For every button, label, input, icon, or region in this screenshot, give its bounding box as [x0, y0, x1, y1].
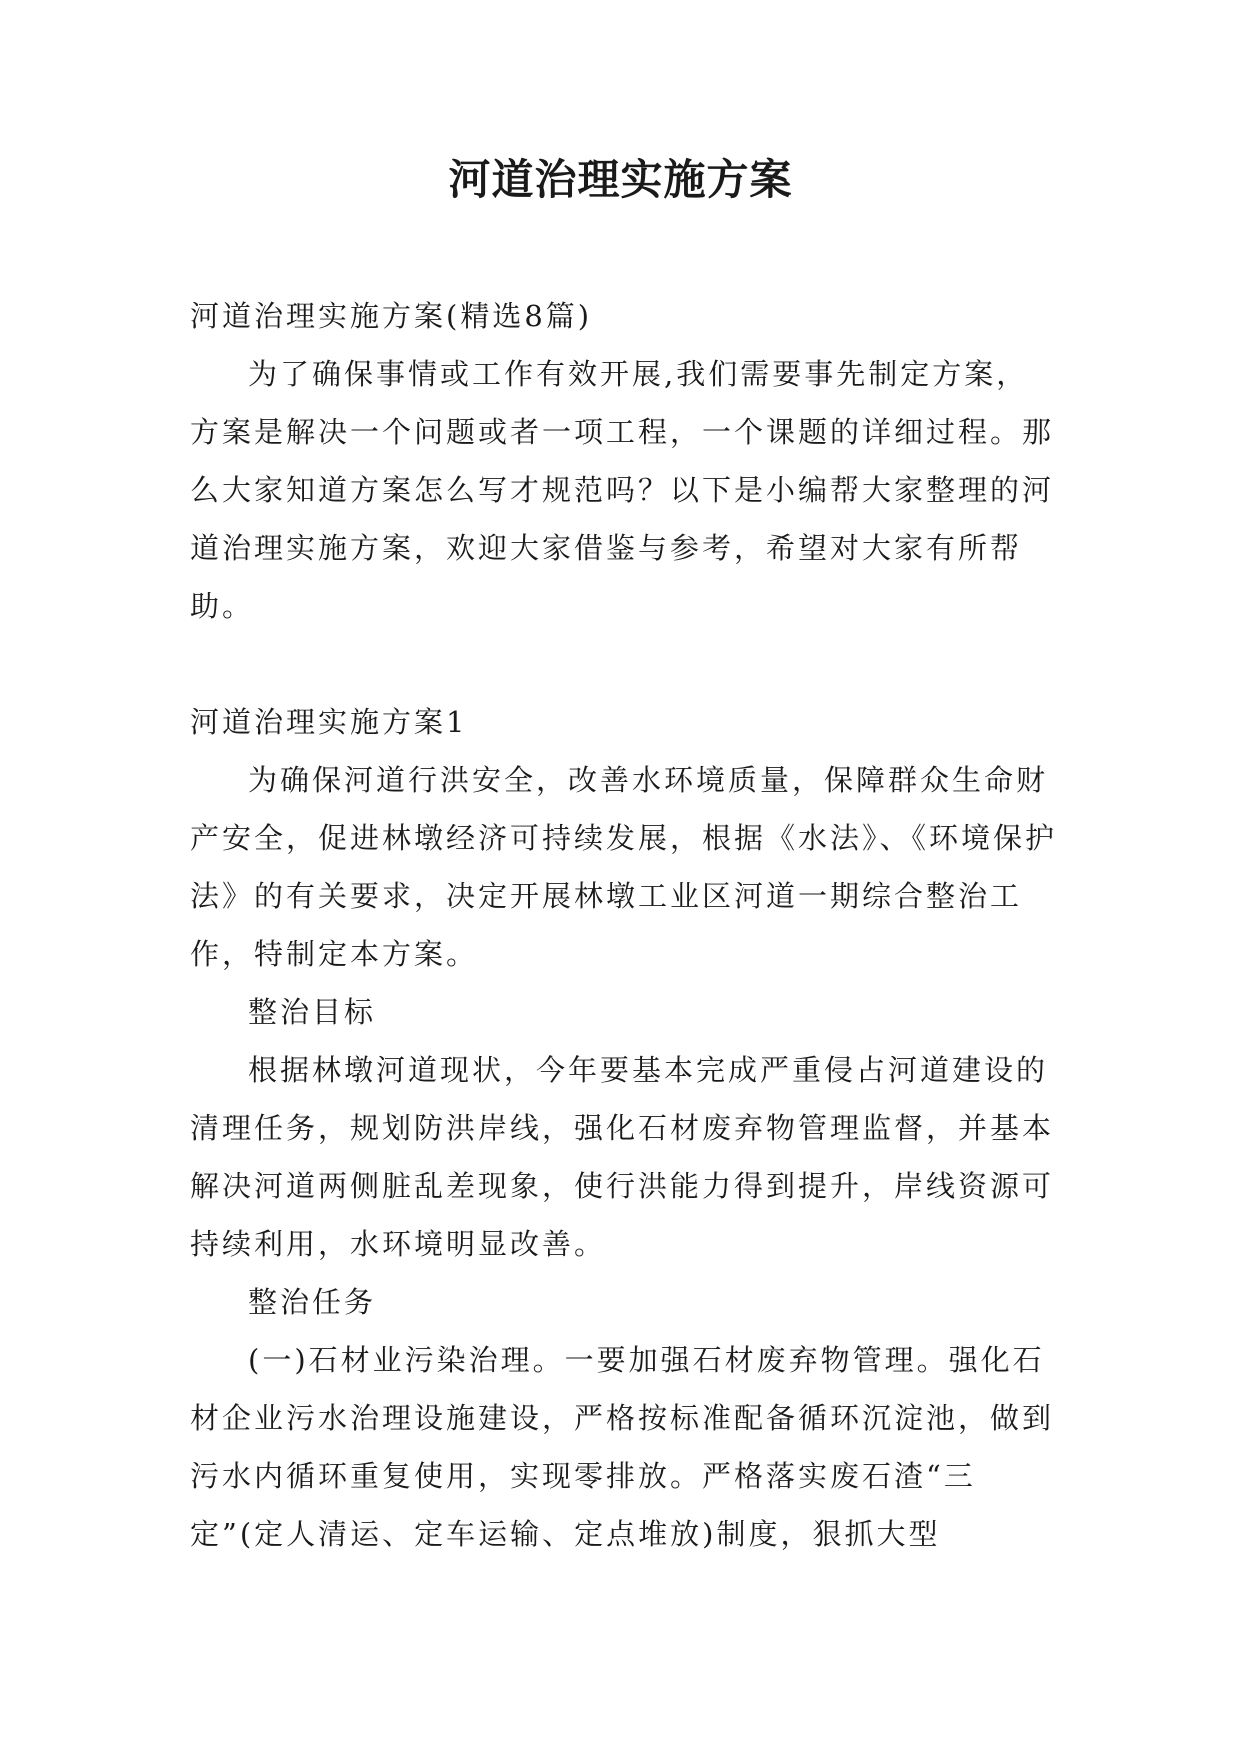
- paragraph-gap: [190, 635, 1060, 693]
- intro-paragraph: 为了确保事情或工作有效开展,我们需要事先制定方案，方案是解决一个问题或者一项工程，一个课题的详细过程。那么大家知道方案怎么写才规范吗？以下是小编帮大家整理的河道治理实施方案，欢迎大家借鉴与参考，希望对大家有所帮助。: [190, 357, 1055, 623]
- document-body: [190, 287, 1060, 1563]
- document-title: 河道治理实施方案: [448, 155, 793, 204]
- goal-paragraph: 根据林墩河道现状，今年要基本完成严重侵占河道建设的清理任务，规划防洪岸线，强化石材废弃物管理监督，并基本解决河道两侧脏乱差现象，使行洪能力得到提升，岸线资源可持续利用，水环境明显改善。: [190, 1053, 1055, 1261]
- section-paragraph: 为确保河道行洪安全，改善水环境质量，保障群众生命财产安全，促进林墩经济可持续发展，根据《水法》、《环境保护法》的有关要求，决定开展林墩工业区河道一期综合整治工作，特制定本方案。: [190, 763, 1058, 971]
- goal-heading: 整治目标: [248, 995, 377, 1029]
- document-subtitle: 河道治理实施方案(精选8篇): [190, 299, 593, 333]
- section-heading: 河道治理实施方案1: [190, 705, 468, 739]
- task-heading: 整治任务: [248, 1285, 377, 1319]
- task-paragraph: (一)石材业污染治理。一要加强石材废弃物管理。强化石材企业污水治理设施建设，严格按标准配备循环沉淀池，做到污水内循环重复使用，实现零排放。严格落实废石渣“三定”(定人清运、定车运输、定点堆放)制度，狠抓大型: [190, 1343, 1055, 1551]
